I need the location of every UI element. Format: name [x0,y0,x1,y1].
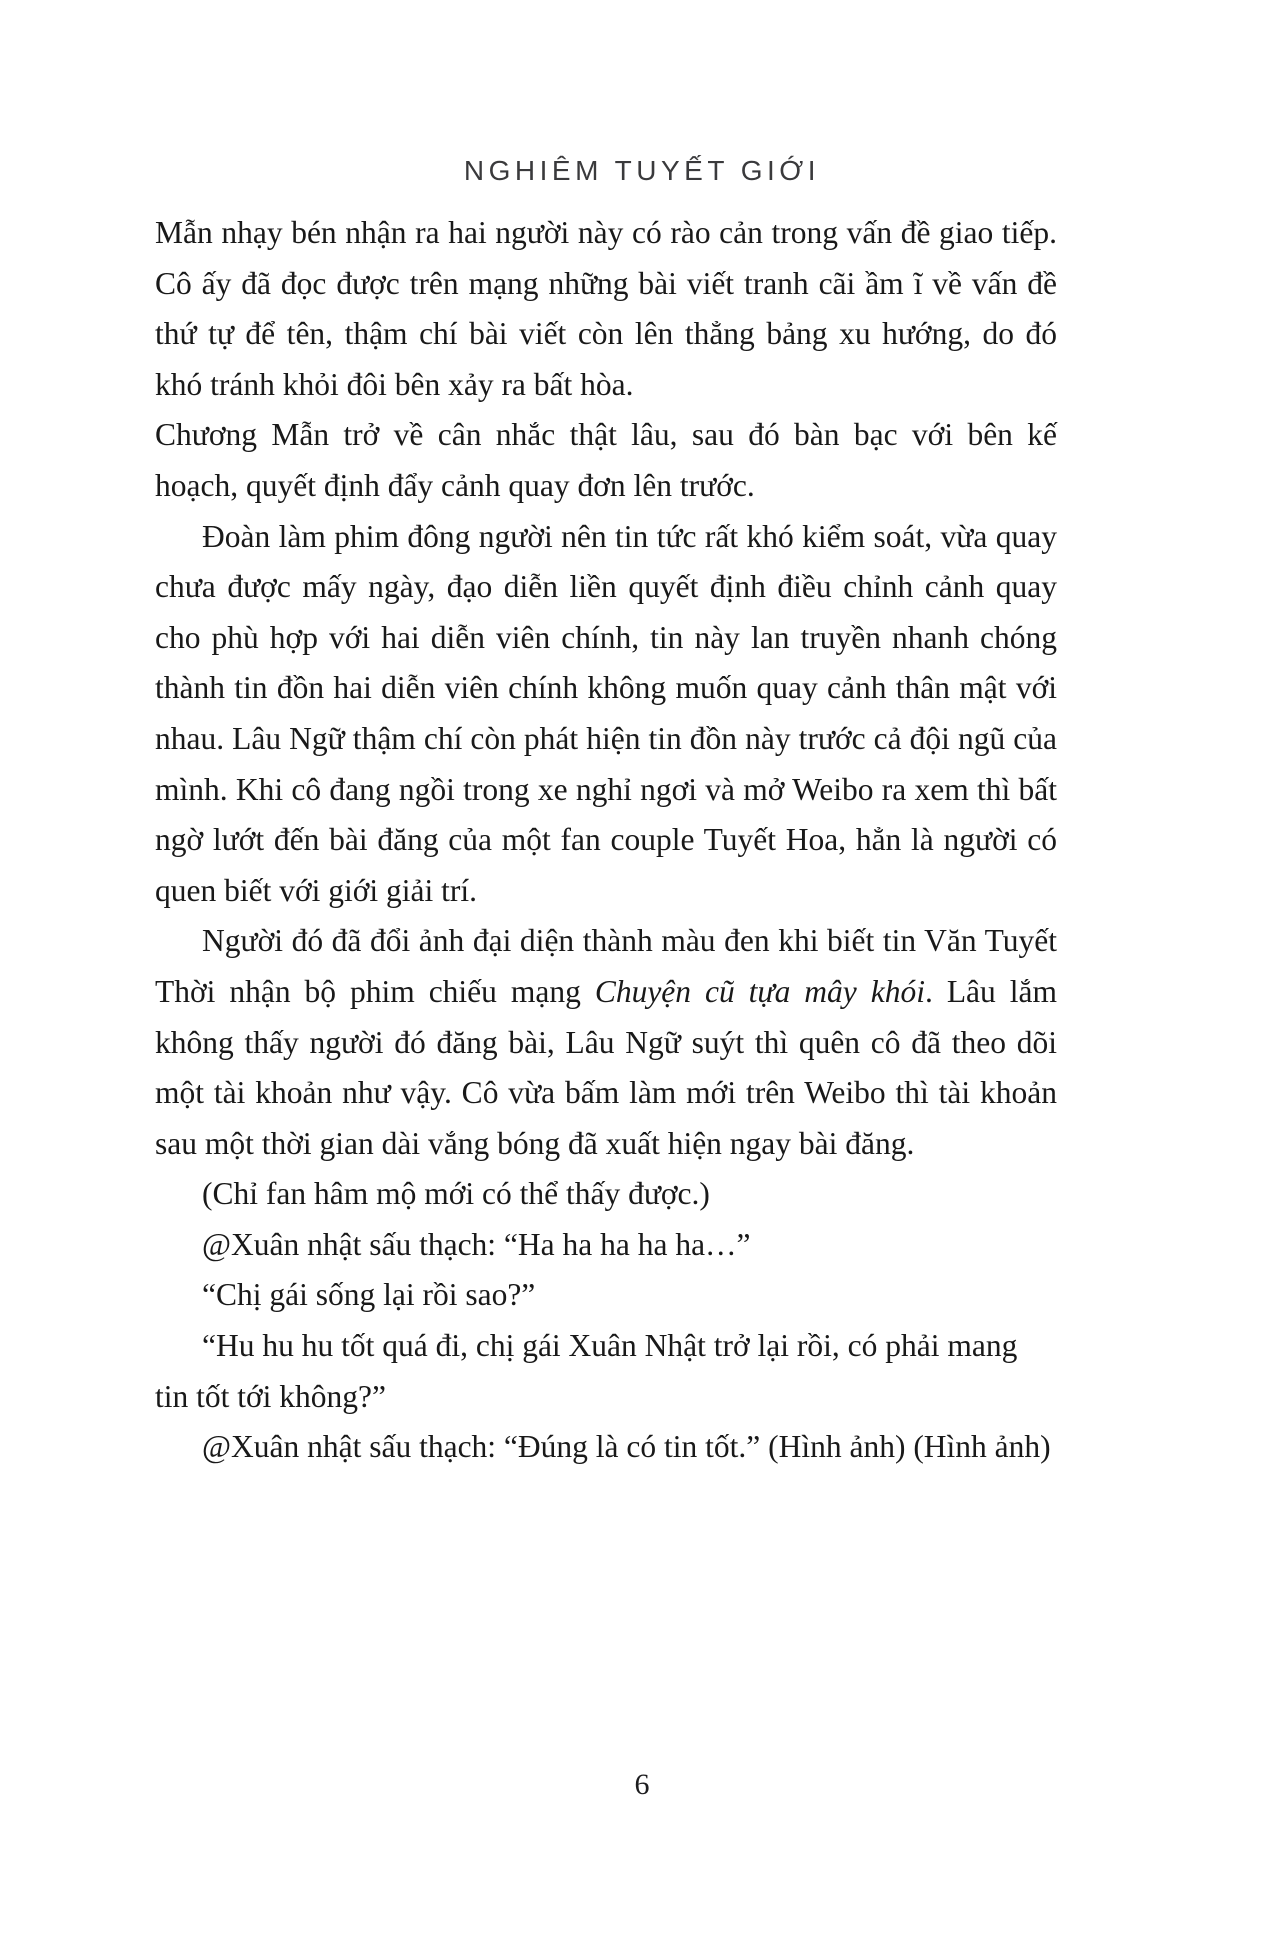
film-title-italic: Chuyện cũ tựa mây khói [594,973,925,1009]
dialogue-line-2 [155,1270,1057,1321]
paragraph-1b [155,410,1057,511]
page-number: 6 [634,1768,650,1801]
dialogue-line-4 [155,1422,1057,1473]
paragraph-2 [155,512,1057,917]
running-header-title: NGHIÊM TUYẾT GIỚI [463,155,821,186]
note-line-text: (Chỉ fan hâm mộ mới có thể thấy được.) [202,1176,710,1212]
dialogue-line-1 [155,1220,1057,1271]
paragraph-2-text: Đoàn làm phim đông người nên tin tức rất khó kiểm soát, vừa quay chưa được mấy ngày, đạo diễn liền quyết định điều chỉnh cảnh quay cho phù hợp với hai diễn viên chính, tin này lan truyền nhanh chóng thành tin đồn hai diễn viên chính không muốn quay cảnh thân mật với nhau. Lâu Ngữ thậm chí còn phát hiện tin đồn này trước cả đội ngũ của mình. Khi cô đang ngồi trong xe nghỉ ngơi và mở Weibo ra xem thì bất ngờ lướt đến bài đăng của một fan couple Tuyết Hoa, hẳn là người có quen biết với giới giải trí. [155,518,1057,908]
paragraph-3-text-after-title: . Lâu lắm không thấy người đó đăng bài, Lâu Ngữ suýt thì quên cô đã theo dõi một tài khoản như vậy. Cô vừa bấm làm mới trên Weibo thì tài khoản sau một thời gian dài vắng bóng đã xuất hiện ngay bài đăng. [155,973,1057,1161]
dialogue-line-3-text: “Hu hu hu tốt quá đi, chị gái Xuân Nhật trở lại rồi, có phải mang tin tốt tới không?” [155,1328,1018,1414]
paragraph-3-text-before-title: Người đó đã đổi ảnh đại diện thành màu đen khi biết tin Văn Tuyết Thời nhận bộ phim chiếu mạng [155,923,1057,1009]
dialogue-line-4-text: @Xuân nhật sấu thạch: “Đúng là có tin tốt.” (Hình ảnh) (Hình ảnh) [202,1429,1051,1465]
paragraph-1a-text: Mẫn nhạy bén nhận ra hai người này có rào cản trong vấn đề giao tiếp. Cô ấy đã đọc được trên mạng những bài viết tranh cãi ầm ĩ về vấn đề thứ tự để tên, thậm chí bài viết còn lên thẳng bảng xu hướng, do đó khó tránh khỏi đôi bên xảy ra bất hòa. [155,215,1057,402]
dialogue-line-1-text: @Xuân nhật sấu thạch: “Ha ha ha ha ha…” [202,1226,751,1262]
paragraph-1a [155,208,1057,410]
paragraph-3 [155,916,1057,1169]
paragraph-1b-text: Chương Mẫn trở về cân nhắc thật lâu, sau đó bàn bạc với bên kế hoạch, quyết định đẩy cảnh quay đơn lên trước. [155,417,1057,503]
dialogue-line-3 [155,1321,1057,1422]
body-text-column [155,208,1057,1473]
note-line [155,1169,1057,1220]
dialogue-line-2-text: “Chị gái sống lại rồi sao?” [202,1277,536,1313]
